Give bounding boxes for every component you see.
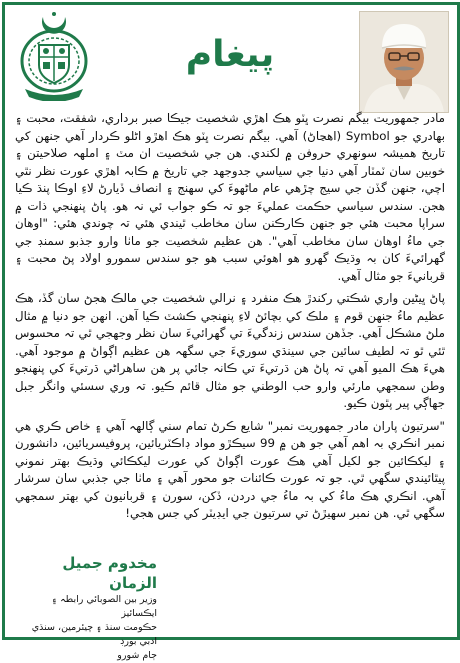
- message-paragraph: پاڻ ڀيڻين واري شڪتي رکندڙ هڪ منفرد ۽ نرالي شخصيت جي مالڪ هجڻ سان گڏ، هڪ عظيم ماءُ جنهن قوم ۽ ملڪ کي بچائڻ لاءِ پنهنجي ڪشٽ ڪيا آهن. انهن جو دنيا ۾ مثال ملڻ مشڪل آهي. جڏهن سندس زندگيءَ تي گهرائيءَ سان نظر وجهجي ٿي تہ محسوس ٿئي ٿو تہ لطيف سائين جي سينڌي سوريءَ جي سگهہ هن عظيم اڳواڻ ۾ موجود آهي. هيءَ هڪ الميو آهي تہ پاڻ هن ڌرتيءَ تي ڪانہ جائي پر هن ساهراڻي ڌرتيءَ کي پنهنجو وطن سمجهي مارئي وارو حب الوطني جو مثال قائم ڪيو. تہ وري سسئي وانگر جبل جهاڳي پير پٿون ڪيو.: [15, 291, 445, 410]
- author-portrait: [359, 11, 449, 113]
- message-paragraph: مادر جمهوريت بيگم نصرت ڀٽو هڪ اهڙي شخصيت جيڪا صبر برداري، شفقت، محبت ۽ بهادري جو Symbol (اهڃاڻ) آهي. بيگم نصرت ڀٽو هڪ اهڙو اڻلو ڪردار آهي جنهن کي تاريخ هميشہ سونهري حروفن ۾ لکندي. هن جي شخصيت ان مٽ ۽ املهہ صلاحيتن ۽ خوبين سان ٽمٽار آهي دنيا جي سياسي جدوجهد جي تاريخ ۾ ڪابہ اهڙي عورت نظر نٿي اچي، جنهن گڏن جي سيج چڙهي عام ماڻهوءَ کي سهنج ۽ انصاف ڏيارڻ لاءِ اوڪا پنڌ ڪيا هجن. سندس سياسي حڪمت عمليءَ جو تہ ڪو جواب ئي نہ هو. پاڻ پنهنجي ذات ۾ سراپا محبت هئي جو جنهن ڪارڪنن سان مخاطب ٿيندي هئي تہ چوندي هئي: "اوهان جي ماءُ اوهان سان مخاطب آهي". هن عظيم شخصيت جو ماٺا وارو جذبو سمنڊ جي گهرائيءَ کان بہ وڌيڪ گهرو هو اهوئي سبب هو جو سندس سمورو اولاد پڻ محبت ۽ قربانيءَ جو مثال آهي.: [15, 111, 445, 283]
- signatory-name: مخدوم جميل الزمان: [62, 554, 157, 592]
- signature-block: [17, 553, 157, 663]
- signatory-title: وزير بين الصوبائي رابطہ ۽ ايڪسائيز: [51, 594, 157, 619]
- message-body: [15, 110, 445, 528]
- message-paragraph: "سرتيون پاران مادر جمهوريت نمبر" شايع ڪرڻ تمام سني ڳالهہ آهي ۽ خاص ڪري هي نمبر انڪري بہ اهم آهي جو هن ۾ 99 سيڪڙو مواد ڊاڪٽريائين، پروفيسريائين، دانشورن ۽ ليکڪائين جو لکيل آهي هڪ عورت اڳواڻ کي عورت ليکڪائي وڌيڪ بهتر نموني پيٿائيندي سگهي ٿي. جو تہ عورت ڪائنات جو محور آهي ۽ ماٺا جي جذبي سان سرشار آهي. انڪري هڪ ماءُ کي بہ ماءُ جي دردن، ڏکن، سورن ۽ قربانيون کي بهتر سمجهي سگهي ٿي. هن نمبر سهيڙڻ تي سرتيون جي ايڊيٽر کي جس هجي!: [15, 418, 445, 520]
- message-card: [2, 2, 460, 661]
- signatory-title: حڪومت سنڌ ۽ چيئرمين، سنڌي ادبي بورڊ: [31, 622, 157, 647]
- header: [5, 5, 457, 105]
- emblem-icon: [13, 11, 95, 101]
- page-title: پيغام: [185, 34, 275, 75]
- signatory-location: ڄام شورو: [117, 650, 157, 661]
